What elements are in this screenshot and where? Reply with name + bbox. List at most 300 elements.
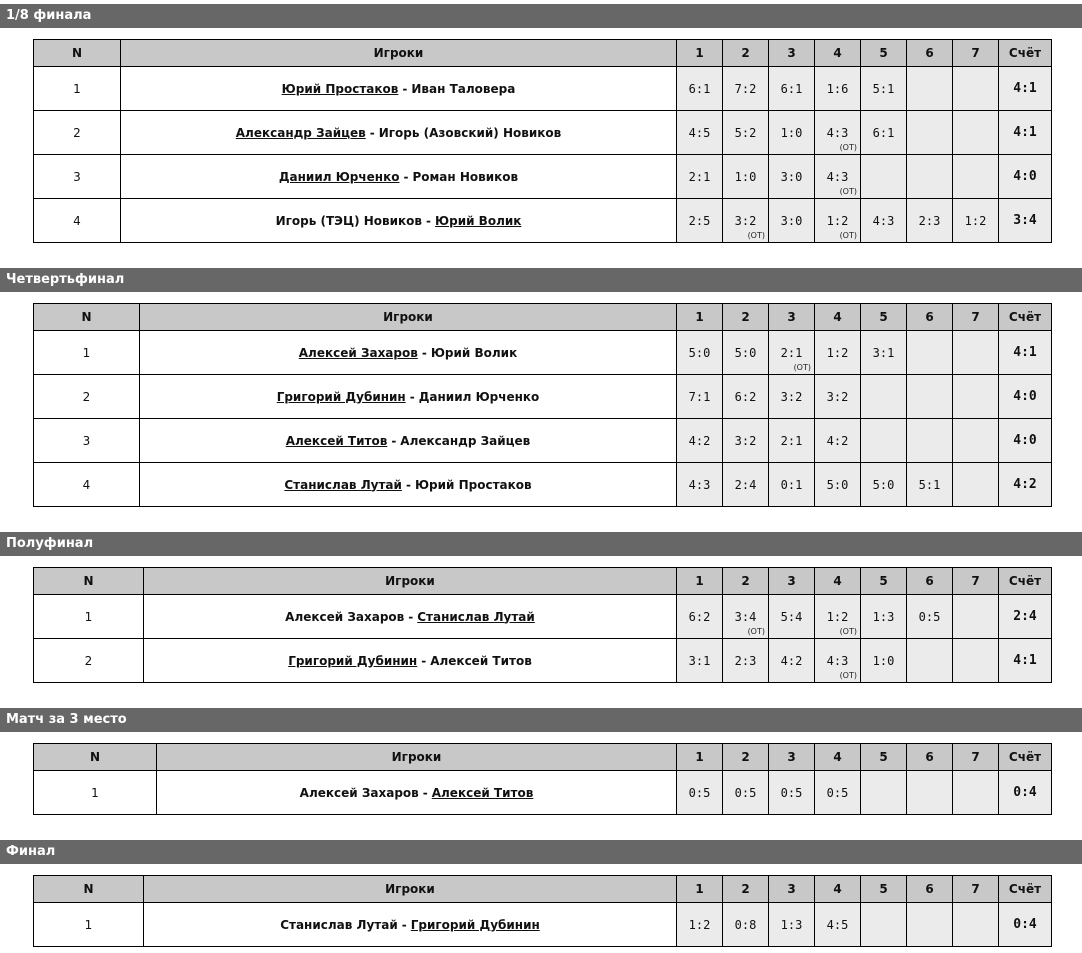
match-players [121, 111, 677, 155]
match-players [121, 199, 677, 243]
set-3-score [769, 67, 815, 111]
overtime-mark: (ОТ) [839, 231, 857, 240]
player-2-link[interactable]: Игорь (Азовский) Новиков [378, 125, 562, 140]
match-players [140, 375, 677, 419]
set-2-score [723, 155, 769, 199]
match-number: 1 [34, 67, 121, 111]
stage-title: Полуфинал [0, 532, 1082, 556]
players-separator: - [391, 433, 397, 448]
set-value: 1:2 [826, 345, 849, 360]
set-value: 6:1 [780, 81, 803, 96]
match-score: 4:1 [999, 639, 1052, 683]
match-players [157, 771, 677, 815]
header-set-6: 6 [907, 744, 953, 771]
header-set-3: 3 [769, 876, 815, 903]
header-n: N [34, 304, 140, 331]
set-value: 2:3 [918, 213, 941, 228]
table-row [34, 595, 1052, 639]
set-6-score [907, 375, 953, 419]
set-value: 1:2 [826, 609, 849, 624]
set-value: 4:5 [826, 917, 849, 932]
set-value: 3:1 [688, 653, 711, 668]
set-7-score [953, 155, 999, 199]
player-2-link[interactable]: Юрий Волик [430, 345, 518, 360]
set-2-score [723, 463, 769, 507]
set-4-score [815, 595, 861, 639]
match-players [144, 639, 677, 683]
set-7-score [953, 595, 999, 639]
match-number: 3 [34, 155, 121, 199]
set-3-score [769, 331, 815, 375]
table-row [34, 771, 1052, 815]
set-value: 4:3 [826, 169, 849, 184]
set-7-score [953, 375, 999, 419]
match-players [121, 67, 677, 111]
set-1-score [677, 771, 723, 815]
set-6-score [907, 155, 953, 199]
match-number: 1 [34, 771, 157, 815]
players-separator: - [401, 917, 407, 932]
set-3-score [769, 155, 815, 199]
set-1-score [677, 595, 723, 639]
player-2-link[interactable]: Даниил Юрченко [418, 389, 540, 404]
set-value: 1:2 [964, 213, 987, 228]
match-players [121, 155, 677, 199]
set-5-score [861, 155, 907, 199]
match-players [140, 419, 677, 463]
set-value: 6:2 [734, 389, 757, 404]
header-set-3: 3 [769, 568, 815, 595]
player-2-link[interactable]: Станислав Лутай [417, 609, 535, 624]
set-4-score [815, 111, 861, 155]
set-4-score [815, 639, 861, 683]
set-1-score [677, 155, 723, 199]
player-1-link[interactable]: Даниил Юрченко [278, 169, 400, 184]
set-3-score [769, 595, 815, 639]
set-1-score [677, 419, 723, 463]
player-1-link[interactable]: Алексей Захаров [285, 609, 405, 624]
match-players [144, 903, 677, 947]
player-2-link[interactable]: Александр Зайцев [400, 433, 531, 448]
match-number: 2 [34, 375, 140, 419]
set-value: 4:2 [780, 653, 803, 668]
header-set-7: 7 [953, 744, 999, 771]
set-6-score [907, 111, 953, 155]
header-set-5: 5 [861, 568, 907, 595]
players-separator: - [426, 213, 432, 228]
set-value: 3:2 [734, 213, 757, 228]
set-value: 1:0 [734, 169, 757, 184]
set-value: 4:3 [688, 477, 711, 492]
header-players: Игроки [140, 304, 677, 331]
set-5-score [861, 331, 907, 375]
set-3-score [769, 111, 815, 155]
set-2-score [723, 903, 769, 947]
header-n: N [34, 744, 157, 771]
table-row [34, 419, 1052, 463]
player-1-link[interactable]: Григорий Дубинин [288, 653, 418, 668]
set-7-score [953, 771, 999, 815]
set-value: 0:5 [826, 785, 849, 800]
header-set-6: 6 [907, 568, 953, 595]
match-score: 4:2 [999, 463, 1052, 507]
set-value: 1:2 [688, 917, 711, 932]
set-value: 4:3 [826, 125, 849, 140]
set-value: 4:3 [826, 653, 849, 668]
set-2-score [723, 111, 769, 155]
set-value: 5:1 [872, 81, 895, 96]
set-1-score [677, 903, 723, 947]
set-4-score [815, 771, 861, 815]
set-value: 2:4 [734, 477, 757, 492]
set-value: 1:6 [826, 81, 849, 96]
header-score: Счёт [999, 568, 1052, 595]
set-value: 6:1 [688, 81, 711, 96]
header-set-2: 2 [723, 744, 769, 771]
header-score: Счёт [999, 876, 1052, 903]
players-separator: - [402, 81, 408, 96]
set-3-score [769, 375, 815, 419]
header-score: Счёт [999, 304, 1052, 331]
player-2-link[interactable]: Алексей Титов [431, 785, 534, 800]
set-6-score [907, 463, 953, 507]
player-2-link[interactable]: Роман Новиков [412, 169, 519, 184]
set-7-score [953, 463, 999, 507]
overtime-mark: (ОТ) [747, 627, 765, 636]
set-5-score [861, 771, 907, 815]
set-value: 0:5 [734, 785, 757, 800]
set-5-score [861, 67, 907, 111]
set-7-score [953, 67, 999, 111]
set-6-score [907, 67, 953, 111]
set-4-score [815, 331, 861, 375]
set-7-score [953, 111, 999, 155]
set-5-score [861, 903, 907, 947]
player-1-link[interactable]: Алексей Титов [285, 433, 388, 448]
table-row [34, 375, 1052, 419]
set-5-score [861, 595, 907, 639]
header-set-4: 4 [815, 304, 861, 331]
table-header-row [34, 304, 1052, 331]
players-separator: - [403, 169, 409, 184]
players-separator: - [405, 477, 411, 492]
set-2-score [723, 67, 769, 111]
header-set-7: 7 [953, 568, 999, 595]
overtime-mark: (ОТ) [839, 627, 857, 636]
header-players: Игроки [157, 744, 677, 771]
match-number: 1 [34, 903, 144, 947]
player-1-link[interactable]: Станислав Лутай [280, 917, 398, 932]
player-2-link[interactable]: Юрий Волик [435, 213, 522, 228]
stage-title: 1/8 финала [0, 4, 1082, 28]
header-players: Игроки [121, 40, 677, 67]
header-score: Счёт [999, 744, 1052, 771]
players-separator: - [422, 785, 428, 800]
set-2-score [723, 419, 769, 463]
header-players: Игроки [144, 876, 677, 903]
header-set-4: 4 [815, 40, 861, 67]
set-value: 1:3 [780, 917, 803, 932]
set-2-score [723, 331, 769, 375]
header-set-6: 6 [907, 876, 953, 903]
player-1-link[interactable]: Станислав Лутай [284, 477, 402, 492]
set-3-score [769, 903, 815, 947]
table-header-row [34, 876, 1052, 903]
set-6-score [907, 639, 953, 683]
table-row [34, 155, 1052, 199]
set-value: 2:1 [688, 169, 711, 184]
players-separator: - [409, 389, 415, 404]
header-set-3: 3 [769, 744, 815, 771]
set-value: 1:3 [872, 609, 895, 624]
header-set-1: 1 [677, 876, 723, 903]
overtime-mark: (ОТ) [839, 143, 857, 152]
set-value: 5:0 [826, 477, 849, 492]
header-set-2: 2 [723, 40, 769, 67]
table-row [34, 111, 1052, 155]
players-separator: - [421, 345, 427, 360]
set-value: 6:2 [688, 609, 711, 624]
header-set-1: 1 [677, 744, 723, 771]
set-3-score [769, 771, 815, 815]
match-number: 4 [34, 463, 140, 507]
set-4-score [815, 155, 861, 199]
table-header-row [34, 568, 1052, 595]
players-separator: - [369, 125, 375, 140]
table-row [34, 463, 1052, 507]
match-score: 4:1 [999, 111, 1052, 155]
set-7-score [953, 639, 999, 683]
header-n: N [34, 876, 144, 903]
set-value: 3:0 [780, 213, 803, 228]
table-row [34, 199, 1052, 243]
header-set-1: 1 [677, 304, 723, 331]
set-value: 7:2 [734, 81, 757, 96]
player-1-link[interactable]: Александр Зайцев [235, 125, 366, 140]
set-value: 1:0 [780, 125, 803, 140]
results-table [33, 875, 1052, 947]
set-6-score [907, 331, 953, 375]
header-set-7: 7 [953, 40, 999, 67]
header-set-7: 7 [953, 304, 999, 331]
set-value: 2:1 [780, 345, 803, 360]
set-5-score [861, 639, 907, 683]
header-set-5: 5 [861, 876, 907, 903]
player-2-link[interactable]: Григорий Дубинин [410, 917, 540, 932]
set-2-score [723, 375, 769, 419]
header-set-1: 1 [677, 40, 723, 67]
set-3-score [769, 639, 815, 683]
set-4-score [815, 463, 861, 507]
set-value: 5:0 [734, 345, 757, 360]
set-value: 0:5 [918, 609, 941, 624]
overtime-mark: (ОТ) [747, 231, 765, 240]
header-set-5: 5 [861, 744, 907, 771]
match-number: 3 [34, 419, 140, 463]
set-3-score [769, 199, 815, 243]
set-6-score [907, 903, 953, 947]
table-row [34, 639, 1052, 683]
player-2-link[interactable]: Юрий Простаков [414, 477, 532, 492]
set-4-score [815, 375, 861, 419]
match-score: 3:4 [999, 199, 1052, 243]
stage-title: Матч за 3 место [0, 708, 1082, 732]
set-value: 3:2 [734, 433, 757, 448]
set-1-score [677, 463, 723, 507]
match-players [140, 331, 677, 375]
match-number: 1 [34, 331, 140, 375]
set-3-score [769, 419, 815, 463]
stage-title: Финал [0, 840, 1082, 864]
set-4-score [815, 199, 861, 243]
header-set-2: 2 [723, 876, 769, 903]
header-players: Игроки [144, 568, 677, 595]
header-set-2: 2 [723, 568, 769, 595]
set-4-score [815, 903, 861, 947]
match-number: 2 [34, 111, 121, 155]
match-players [140, 463, 677, 507]
header-set-4: 4 [815, 568, 861, 595]
set-2-score [723, 199, 769, 243]
set-value: 2:1 [780, 433, 803, 448]
header-score: Счёт [999, 40, 1052, 67]
set-3-score [769, 463, 815, 507]
header-set-6: 6 [907, 304, 953, 331]
set-5-score [861, 463, 907, 507]
table-row [34, 903, 1052, 947]
set-5-score [861, 199, 907, 243]
set-value: 0:5 [688, 785, 711, 800]
set-2-score [723, 595, 769, 639]
player-1-link[interactable]: Игорь (ТЭЦ) Новиков [275, 213, 423, 228]
match-score: 4:1 [999, 67, 1052, 111]
header-set-3: 3 [769, 40, 815, 67]
set-2-score [723, 771, 769, 815]
table-row [34, 67, 1052, 111]
set-7-score [953, 903, 999, 947]
set-value: 1:0 [872, 653, 895, 668]
match-number: 1 [34, 595, 144, 639]
set-value: 3:0 [780, 169, 803, 184]
set-1-score [677, 67, 723, 111]
match-number: 2 [34, 639, 144, 683]
set-value: 5:0 [872, 477, 895, 492]
set-7-score [953, 199, 999, 243]
set-5-score [861, 375, 907, 419]
set-value: 5:0 [688, 345, 711, 360]
match-number: 4 [34, 199, 121, 243]
header-set-4: 4 [815, 876, 861, 903]
set-value: 3:1 [872, 345, 895, 360]
table-row [34, 331, 1052, 375]
set-1-score [677, 111, 723, 155]
set-value: 5:2 [734, 125, 757, 140]
set-value: 7:1 [688, 389, 711, 404]
set-4-score [815, 419, 861, 463]
match-score: 4:1 [999, 331, 1052, 375]
set-1-score [677, 199, 723, 243]
players-separator: - [421, 653, 427, 668]
overtime-mark: (ОТ) [839, 187, 857, 196]
table-header-row [34, 40, 1052, 67]
set-value: 4:5 [688, 125, 711, 140]
match-score: 2:4 [999, 595, 1052, 639]
set-2-score [723, 639, 769, 683]
set-4-score [815, 67, 861, 111]
match-score: 4:0 [999, 419, 1052, 463]
header-set-5: 5 [861, 40, 907, 67]
player-1-link[interactable]: Григорий Дубинин [276, 389, 406, 404]
header-set-7: 7 [953, 876, 999, 903]
header-set-1: 1 [677, 568, 723, 595]
player-1-link[interactable]: Юрий Простаков [281, 81, 399, 96]
set-value: 0:1 [780, 477, 803, 492]
set-7-score [953, 419, 999, 463]
set-value: 2:3 [734, 653, 757, 668]
match-score: 4:0 [999, 375, 1052, 419]
set-value: 4:2 [826, 433, 849, 448]
header-set-5: 5 [861, 304, 907, 331]
overtime-mark: (ОТ) [839, 671, 857, 680]
header-set-3: 3 [769, 304, 815, 331]
header-set-4: 4 [815, 744, 861, 771]
set-7-score [953, 331, 999, 375]
set-1-score [677, 639, 723, 683]
set-value: 5:4 [780, 609, 803, 624]
players-separator: - [408, 609, 414, 624]
set-value: 1:2 [826, 213, 849, 228]
results-table [33, 567, 1052, 683]
set-5-score [861, 419, 907, 463]
set-value: 0:8 [734, 917, 757, 932]
stage-title: Четвертьфинал [0, 268, 1082, 292]
match-score: 0:4 [999, 903, 1052, 947]
header-set-6: 6 [907, 40, 953, 67]
set-5-score [861, 111, 907, 155]
set-6-score [907, 595, 953, 639]
set-1-score [677, 375, 723, 419]
set-value: 3:4 [734, 609, 757, 624]
set-value: 0:5 [780, 785, 803, 800]
header-set-2: 2 [723, 304, 769, 331]
set-value: 2:5 [688, 213, 711, 228]
table-header-row [34, 744, 1052, 771]
player-2-link[interactable]: Алексей Титов [430, 653, 532, 668]
results-table [33, 303, 1052, 507]
set-6-score [907, 419, 953, 463]
set-value: 5:1 [918, 477, 941, 492]
match-score: 0:4 [999, 771, 1052, 815]
header-n: N [34, 568, 144, 595]
set-1-score [677, 331, 723, 375]
player-1-link[interactable]: Алексей Захаров [298, 345, 418, 360]
set-6-score [907, 199, 953, 243]
match-players [144, 595, 677, 639]
set-6-score [907, 771, 953, 815]
results-table [33, 743, 1052, 815]
results-table [33, 39, 1052, 243]
match-score: 4:0 [999, 155, 1052, 199]
set-value: 4:2 [688, 433, 711, 448]
set-value: 4:3 [872, 213, 895, 228]
set-value: 3:2 [780, 389, 803, 404]
header-n: N [34, 40, 121, 67]
player-2-link[interactable]: Иван Таловера [411, 81, 516, 96]
player-1-link[interactable]: Алексей Захаров [299, 785, 419, 800]
set-value: 6:1 [872, 125, 895, 140]
set-value: 3:2 [826, 389, 849, 404]
overtime-mark: (ОТ) [793, 363, 811, 372]
